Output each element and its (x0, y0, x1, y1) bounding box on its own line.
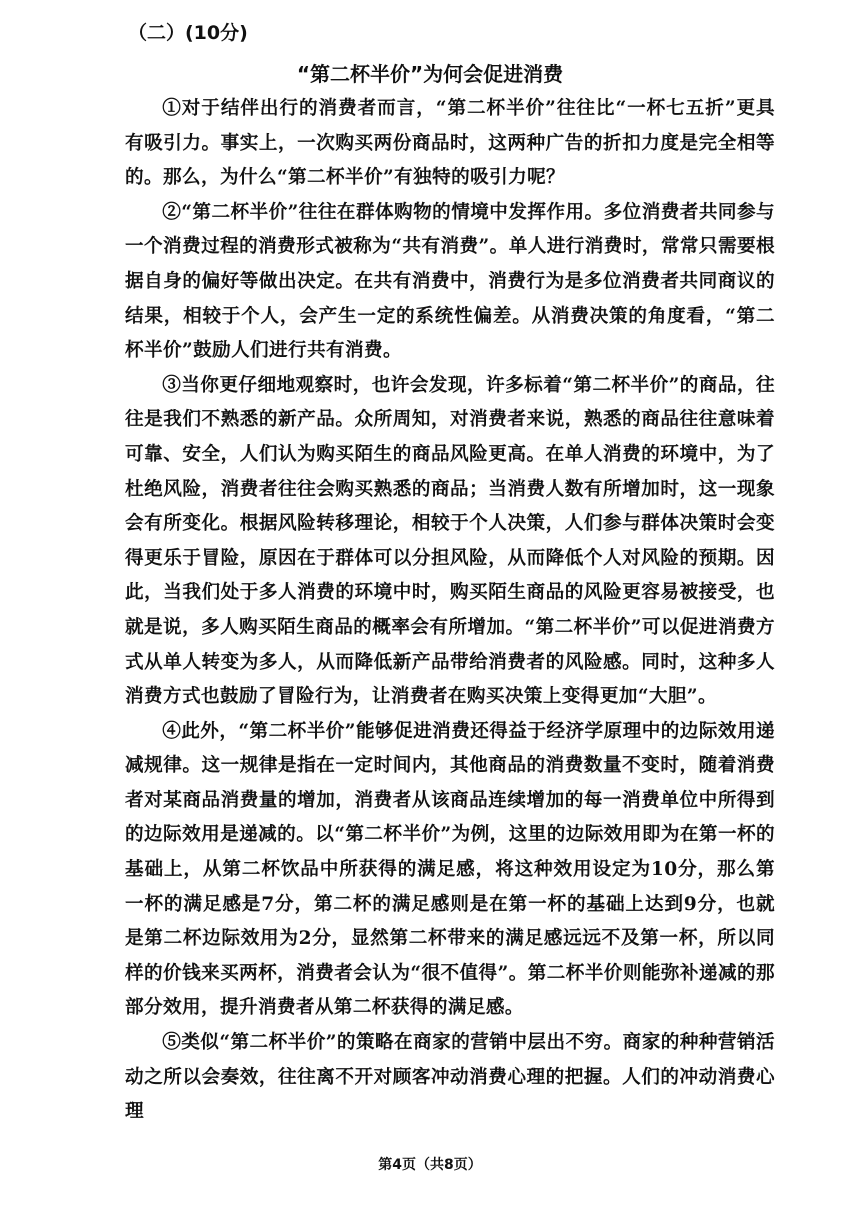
article-body (125, 92, 775, 1130)
article-title: “第二杯半价”为何会促进消费 (296, 62, 564, 86)
page-number-footer: 第4页（共8页） (378, 1157, 482, 1173)
section-label: （二）(10分) (128, 22, 248, 44)
paragraph-1: ①对于结伴出行的消费者而言，“第二杯半价”往往比“一杯七五折”更具有吸引力。事实上，一次购买两份商品时，这两种广告的折扣力度是完全相等的。那么，为什么“第二杯半价”有独特的吸引力呢？ (125, 98, 775, 189)
paragraph-2: ②“第二杯半价”往往在群体购物的情境中发挥作用。多位消费者共同参与一个消费过程的消费形式被称为“共有消费”。单人进行消费时，常常只需要根据自身的偏好等做出决定。在共有消费中，消费行为是多位消费者共同商议的结果，相较于个人，会产生一定的系统性偏差。从消费决策的角度看，“第二杯半价”鼓励人们进行共有消费。 (125, 201, 775, 362)
paragraph-5: ⑤类似“第二杯半价”的策略在商家的营销中层出不穷。商家的种种营销活动之所以会奏效，往往离不开对顾客冲动消费心理的把握。人们的冲动消费心理 (125, 1032, 775, 1123)
paragraph-4: ④此外，“第二杯半价”能够促进消费还得益于经济学原理中的边际效用递减规律。这一规律是指在一定时间内，其他商品的消费数量不变时，随着消费者对某商品消费量的增加，消费者从该商品连续增加的每一消费单位中所得到的边际效用是递减的。以“第二杯半价”为例，这里的边际效用即为在第一杯的基础上，从第二杯饮品中所获得的满足感，将这种效用设定为10分，那么第一杯的满足感是7分，第二杯的满足感则是在第一杯的基础上达到9分，也就是第二杯边际效用为2分，显然第二杯带来的满足感远远不及第一杯，所以同样的价钱来买两杯，消费者会认为“很不值得”。第二杯半价则能弥补递减的那部分效用，提升消费者从第二杯获得的满足感。 (125, 720, 775, 1019)
paragraph-3: ③当你更仔细地观察时，也许会发现，许多标着“第二杯半价”的商品，往往是我们不熟悉的新产品。众所周知，对消费者来说，熟悉的商品往往意味着可靠、安全，人们认为购买陌生的商品风险更高。在单人消费的环境中，为了杜绝风险，消费者往往会购买熟悉的商品；当消费人数有所增加时，这一现象会有所变化。根据风险转移理论，相较于个人决策，人们参与群体决策时会变得更乐于冒险，原因在于群体可以分担风险，从而降低个人对风险的预期。因此，当我们处于多人消费的环境中时，购买陌生商品的风险更容易被接受，也就是说，多人购买陌生商品的概率会有所增加。“第二杯半价”可以促进消费方式从单人转变为多人，从而降低新产品带给消费者的风险感。同时，这种多人消费方式也鼓励了冒险行为，让消费者在购买决策上变得更加“大胆”。 (125, 374, 775, 708)
